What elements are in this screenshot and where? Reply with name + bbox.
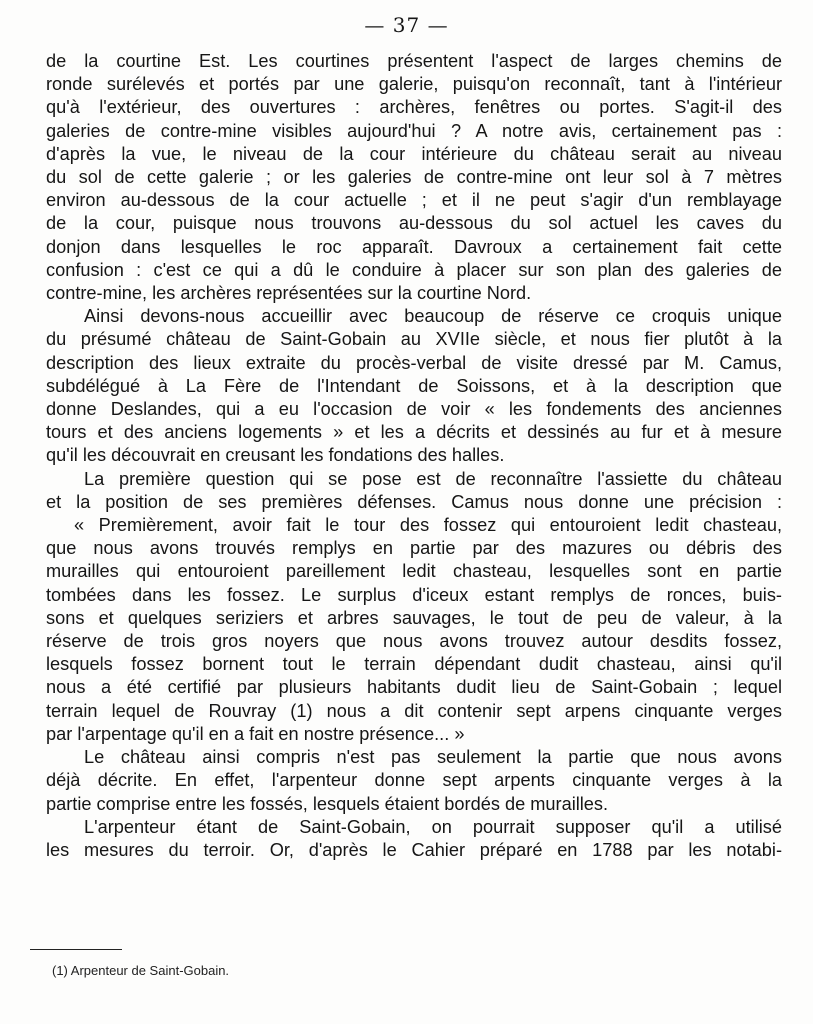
text-line: lesquels fossez bornent tout le terrain dépendant dudit chasteau, ainsi qu'il (46, 654, 782, 675)
text-line: galeries de contre-mine visibles aujourd'hui ? A notre avis, certainement pas : (46, 120, 782, 141)
text-line: Ainsi devons-nous accueillir avec beaucoup de réserve ce croquis unique (84, 306, 782, 327)
text-line: d'après la vue, le niveau de la cour intérieure du château serait au niveau (46, 143, 782, 164)
text-line: du présumé château de Saint-Gobain au XVIIe siècle, et nous fier plutôt à la (46, 329, 782, 350)
page-number: — 37 — (364, 13, 449, 37)
text-line: et la position de ses premières défenses. Camus nous donne une précision : (46, 491, 782, 512)
text-line: déjà décrite. En effet, l'arpenteur donne sept arpents cinquante verges à la (46, 770, 782, 791)
text-line: les mesures du terroir. Or, d'après le Cahier préparé en 1788 par les notabi- (46, 839, 782, 860)
text-line: par l'arpentage qu'il en a fait en nostre présence... » (46, 723, 465, 744)
text-line: nous a été certifié par plusieurs habitants dudit lieu de Saint-Gobain ; lequel (46, 677, 782, 698)
text-line: qu'il les découvrait en creusant les fondations des halles. (46, 445, 505, 466)
text-line: de la courtine Est. Les courtines présentent l'aspect de larges chemins de (46, 51, 782, 71)
text-line: partie comprise entre les fossés, lesquels étaient bordés de murailles. (46, 793, 609, 814)
body-text (46, 50, 782, 862)
text-line: Le château ainsi compris n'est pas seulement la partie que nous avons (84, 747, 782, 768)
text-line: que nous avons trouvés remplys en partie par des mazures ou débris des (46, 538, 782, 559)
text-line: confusion : c'est ce qui a dû le conduire à placer sur son plan des galeries de (46, 259, 782, 280)
text-line: terrain lequel de Rouvray (1) nous a dit contenir sept arpens cinquante verges (46, 700, 782, 721)
text-line: La première question qui se pose est de reconnaître l'assiette du château (84, 468, 782, 489)
text-line: tombées dans les fossez. Le surplus d'iceux estant remplys de ronces, buis- (46, 584, 782, 605)
text-line: ronde surélevés et portés par une galerie, puisqu'on reconnaît, tant à l'intérieur (46, 74, 782, 95)
text-line: tours et des anciens logements » et les a décrits et dessinés au fur et à mesure (46, 422, 782, 443)
text-line: description des lieux extraite du procès-verbal de visite dressé par M. Camus, (46, 352, 782, 373)
text-line: du sol de cette galerie ; or les galeries de contre-mine ont leur sol à 7 mètres (46, 167, 782, 188)
text-line: environ au-dessous de la cour actuelle ; et il ne peut s'agir d'un remblayage (46, 190, 782, 211)
footnote: (1) Arpenteur de Saint-Gobain. (52, 963, 230, 978)
footnote-separator (30, 949, 122, 950)
text-line: L'arpenteur étant de Saint-Gobain, on pourrait supposer qu'il a utilisé (84, 816, 782, 837)
text-line: donjon dans lesquelles le roc apparaît. Davroux a certainement fait cette (46, 236, 782, 257)
text-line: murailles qui entouroient pareillement ledit chasteau, lesquelles sont en partie (46, 561, 782, 582)
text-line: qu'à l'extérieur, des ouvertures : archères, fenêtres ou portes. S'agit-il des (46, 97, 782, 118)
text-line: subdélégué à La Fère de l'Intendant de Soissons, et à la description que (46, 375, 782, 396)
text-line: de la cour, puisque nous trouvons au-dessous du sol actuel les caves du (46, 213, 782, 234)
text-line: sons et quelques seriziers et arbres sauvages, le tout de peu de valeur, à la (46, 607, 782, 628)
text-line: donne Deslandes, qui a eu l'occasion de voir « les fondements des anciennes (46, 399, 782, 420)
text-line: contre-mine, les archères représentées sur la courtine Nord. (46, 283, 532, 304)
text-line: réserve de trois gros noyers que nous avons trouvez autour desdits fossez, (46, 631, 782, 652)
text-line: « Premièrement, avoir fait le tour des fossez qui entouroient ledit chasteau, (74, 515, 782, 536)
